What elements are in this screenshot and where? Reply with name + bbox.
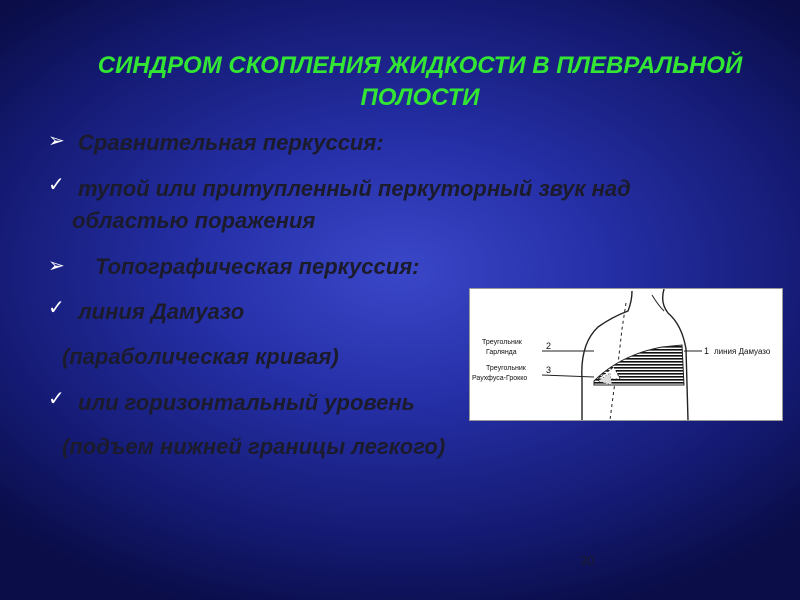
slide-title <box>40 50 800 114</box>
label-triangle1-b: Гарлянда <box>486 349 517 356</box>
item-dull-sound: тупой или притупленный перкуторный звук над <box>78 176 631 201</box>
item-damoiseau-line: линия Дамуазо <box>78 299 245 324</box>
label-triangle2-b: Раухфуса-Грокко <box>472 375 528 382</box>
checkmark-bullet-icon: ✓ <box>48 295 65 319</box>
chest-percussion-figure <box>469 288 783 421</box>
pointer-line-3 <box>542 375 594 377</box>
title-line-2: ПОЛОСТИ <box>360 84 480 111</box>
label-n1: 1 <box>704 346 710 356</box>
item-dull-sound-cont: областью поражения <box>72 208 316 233</box>
item-lung-border-rise: (подъем нижней границы легкого) <box>62 434 446 459</box>
checkmark-bullet-icon: ✓ <box>48 172 65 196</box>
label-n3: 3 <box>546 365 552 375</box>
checkmark-bullet-icon: ✓ <box>48 386 65 410</box>
arrow-bullet-icon: ➢ <box>48 128 65 152</box>
item-comparative-percussion: Сравнительная перкуссия: <box>78 130 384 155</box>
page-number: 30 <box>580 553 595 568</box>
label-n2: 2 <box>546 341 552 351</box>
label-triangle2-a: Треугольник <box>486 365 526 372</box>
item-horizontal-level: или горизонтальный уровень <box>78 390 415 415</box>
title-line-1: СИНДРОМ СКОПЛЕНИЯ ЖИДКОСТИ В ПЛЕВРАЛЬНОЙ <box>97 52 743 79</box>
label-triangle1-a: Треугольник <box>482 339 522 346</box>
item-topographic-percussion: Топографическая перкуссия: <box>95 254 420 279</box>
arrow-bullet-icon: ➢ <box>48 253 65 277</box>
chest-diagram-svg <box>470 289 782 420</box>
label-damoiseau-line: линия Дамуазо <box>714 347 771 356</box>
item-parabolic-curve: (параболическая кривая) <box>62 344 339 369</box>
